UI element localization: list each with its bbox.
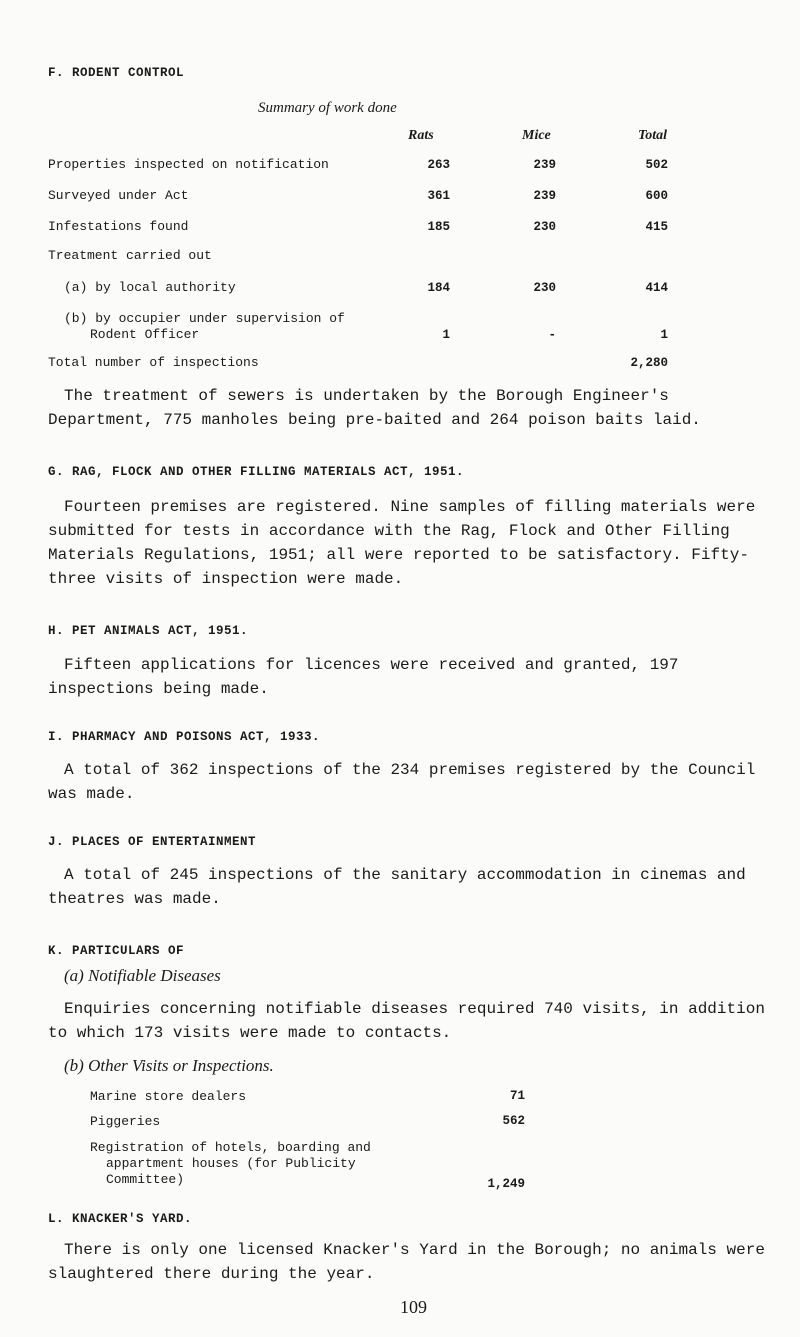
col-total: Total — [638, 128, 668, 143]
cell-mice: 239 — [533, 158, 556, 172]
cell-total: 502 — [645, 158, 668, 172]
cell-total: 600 — [645, 189, 668, 203]
section-h-paragraph: Fifteen applications for licences were received and granted, 197 inspections being made. — [48, 656, 679, 698]
cell-rats: 1 — [442, 328, 450, 342]
item-value: 562 — [502, 1114, 525, 1128]
section-g-paragraph: Fourteen premises are registered. Nine samples of filling materials were submitted for tests in accordance with the Rag, Flock and Other Filling Materials Regulations, 1951; all were reported to be satisfactory. Fifty-three visits of inspection were made. — [48, 498, 756, 588]
row-label: Surveyed under Act — [48, 188, 189, 203]
row-label: (b) by occupier under supervision of — [64, 311, 345, 326]
section-l-heading: L. KNACKER'S YARD. — [48, 1212, 193, 1226]
section-f-paragraph: The treatment of sewers is undertaken by the Borough Engineer's Department, 775 manholes being pre-baited and 264 poison baits laid. — [48, 387, 701, 429]
cell-rats: 361 — [427, 189, 450, 203]
item-value: 1,249 — [487, 1177, 525, 1191]
cell-mice: 230 — [533, 220, 556, 234]
section-i-heading: I. PHARMACY AND POISONS ACT, 1933. — [48, 730, 321, 744]
cell-mice: - — [548, 328, 556, 342]
item-label: Registration of hotels, boarding and — [90, 1140, 371, 1155]
row-label: Total number of inspections — [48, 355, 259, 370]
item-label-cont: Committee) — [106, 1172, 185, 1187]
section-i-paragraph: A total of 362 inspections of the 234 premises registered by the Council was made. — [48, 761, 756, 803]
cell-mice: 230 — [533, 281, 556, 295]
col-rats: Rats — [408, 128, 434, 143]
subheading-notifiable-diseases: (a) Notifiable Diseases — [64, 966, 221, 985]
row-label: Infestations found — [48, 219, 189, 234]
section-j-paragraph: A total of 245 inspections of the sanitary accommodation in cinemas and theatres was made. — [48, 866, 746, 908]
section-k-heading: K. PARTICULARS OF — [48, 944, 185, 958]
cell-total: 2,280 — [630, 356, 668, 370]
item-label: Marine store dealers — [90, 1089, 247, 1104]
row-label: Treatment carried out — [48, 248, 212, 263]
section-k-paragraph: Enquiries concerning notifiable diseases required 740 visits, in addition to which 173 visits were made to contacts. — [48, 1000, 765, 1042]
item-label-cont: appartment houses (for Publicity — [106, 1156, 356, 1171]
cell-rats: 263 — [427, 158, 450, 172]
cell-rats: 185 — [427, 220, 450, 234]
summary-title: Summary of work done — [258, 100, 397, 116]
item-label: Piggeries — [90, 1114, 161, 1129]
col-mice: Mice — [522, 128, 551, 143]
cell-total: 1 — [660, 328, 668, 342]
section-f-heading: F. RODENT CONTROL — [48, 66, 185, 80]
page-number: 109 — [400, 1297, 427, 1317]
row-label-cont: Rodent Officer — [90, 327, 200, 342]
section-l-paragraph: There is only one licensed Knacker's Yard in the Borough; no animals were slaughtered there during the year. — [48, 1241, 765, 1283]
section-h-heading: H. PET ANIMALS ACT, 1951. — [48, 624, 249, 638]
section-g-heading: G. RAG, FLOCK AND OTHER FILLING MATERIALS ACT, 1951. — [48, 465, 465, 479]
subheading-other-visits: (b) Other Visits or Inspections. — [64, 1056, 274, 1075]
cell-rats: 184 — [427, 281, 450, 295]
row-label: (a) by local authority — [64, 280, 236, 295]
cell-total: 414 — [645, 281, 668, 295]
cell-mice: 239 — [533, 189, 556, 203]
item-value: 71 — [509, 1089, 525, 1103]
row-label: Properties inspected on notification — [48, 157, 329, 172]
section-j-heading: J. PLACES OF ENTERTAINMENT — [48, 835, 257, 849]
cell-total: 415 — [645, 220, 668, 234]
